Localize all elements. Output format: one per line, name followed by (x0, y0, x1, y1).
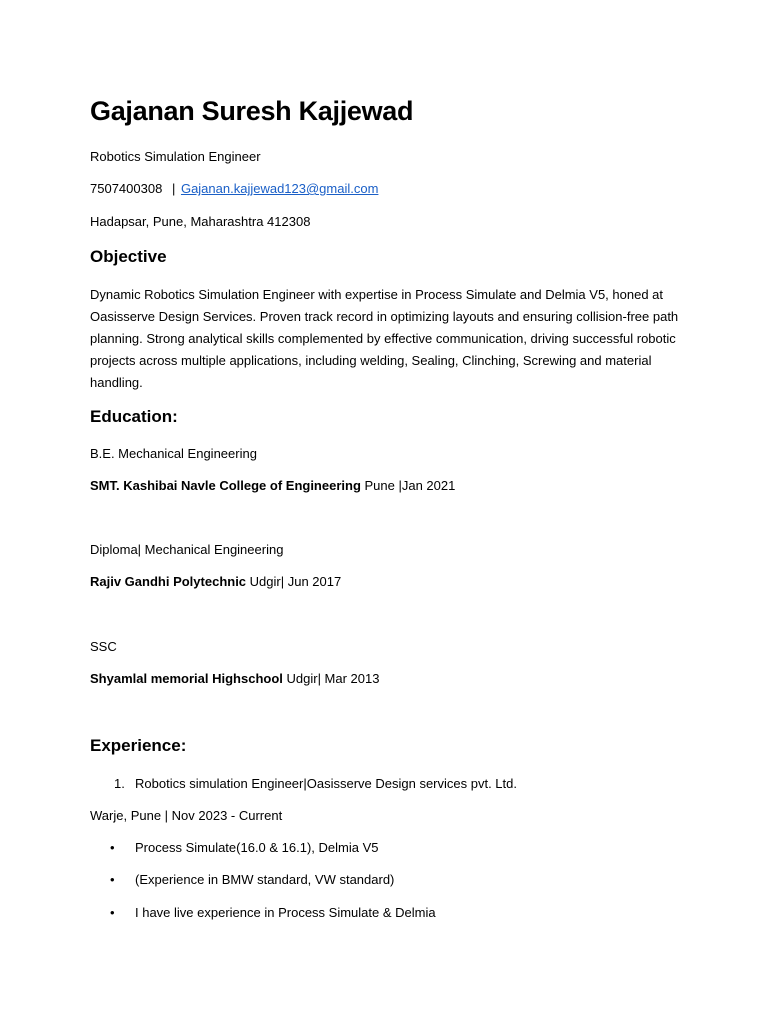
bullet-icon (90, 840, 135, 855)
job-number: 1. (114, 776, 125, 791)
contact-separator: | (171, 181, 176, 196)
candidate-name: Gajanan Suresh Kajjewad (90, 96, 414, 126)
experience-bullet-item (90, 840, 379, 855)
email-link[interactable]: Gajanan.kajjewad123@gmail.com (180, 181, 379, 196)
job-location-date: Warje, Pune | Nov 2023 - Current (90, 808, 283, 823)
job-title: Robotics Simulation Engineer (90, 149, 261, 164)
education-degree: SSC (90, 639, 117, 654)
address: Hadapsar, Pune, Maharashtra 412308 (90, 214, 311, 229)
institution-name: Rajiv Gandhi Polytechnic (90, 574, 247, 589)
bullet-icon (90, 872, 135, 887)
phone-number: 7507400308 (90, 181, 163, 196)
institution-name: SMT. Kashibai Navle College of Engineering (90, 478, 361, 493)
bullet-icon (90, 905, 135, 920)
bullet-text: I have live experience in Process Simulate & Delmia (135, 905, 436, 920)
institution-details: Udgir| Mar 2013 (282, 671, 380, 686)
education-degree: B.E. Mechanical Engineering (90, 446, 257, 461)
bullet-text: Process Simulate(16.0 & 16.1), Delmia V5 (135, 840, 379, 855)
education-institution-line (90, 671, 379, 686)
experience-heading: Experience: (90, 736, 187, 755)
institution-name: Shyamlal memorial Highschool (90, 671, 283, 686)
objective-heading: Objective (90, 247, 167, 266)
education-institution-line (90, 478, 455, 493)
education-heading: Education: (90, 407, 178, 426)
experience-bullet-item (90, 872, 394, 887)
objective-text: Dynamic Robotics Simulation Engineer with expertise in Process Simulate and Delmia V5, honed at Oasisserve Design Services. Proven track record in optimizing layouts and ensuring collision-free path planning. Strong analytical skills complemented by effective communication, driving successful robotic projects across multiple applications, including welding, Sealing, Clinching, Screwing and material handling. (90, 287, 679, 390)
institution-details: Udgir| Jun 2017 (246, 574, 342, 589)
contact-line (90, 181, 378, 196)
education-degree: Diploma| Mechanical Engineering (90, 542, 284, 557)
job-title-company: Robotics simulation Engineer|Oasisserve Design services pvt. Ltd. (135, 776, 517, 791)
bullet-text: (Experience in BMW standard, VW standard) (135, 872, 395, 887)
education-institution-line (90, 574, 341, 589)
institution-details: Pune |Jan 2021 (360, 478, 456, 493)
job-entry (90, 776, 517, 791)
experience-bullet-item (90, 905, 436, 920)
